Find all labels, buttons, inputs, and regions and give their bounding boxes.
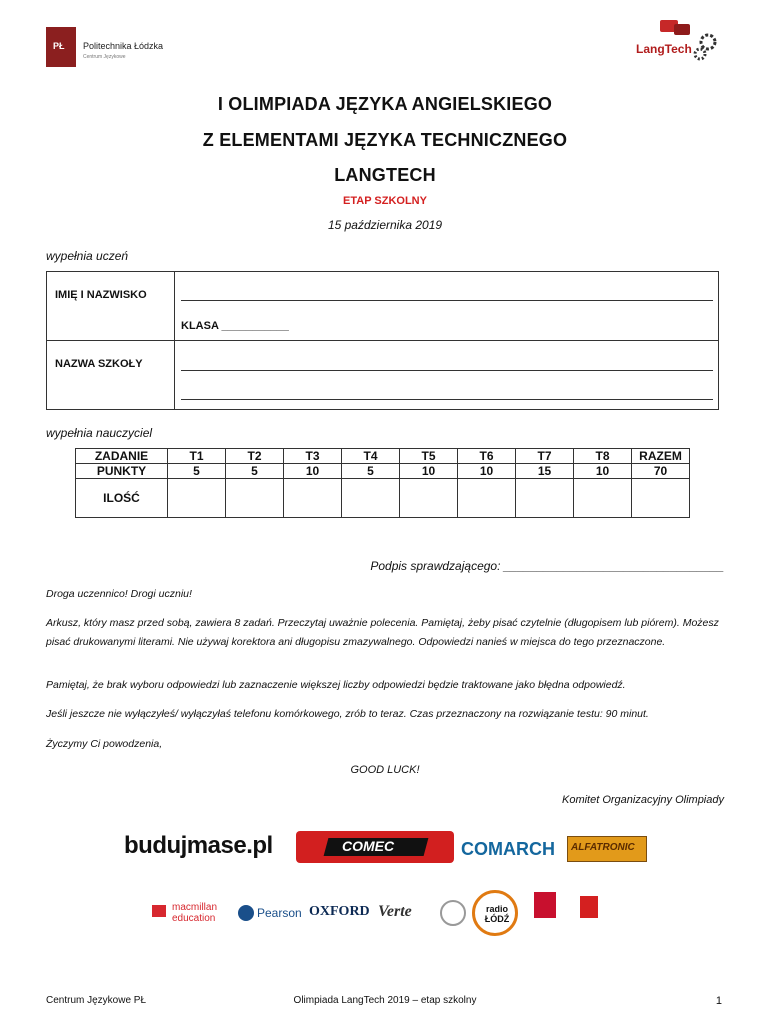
score-input-cell[interactable] (168, 479, 226, 518)
sponsor-logo-budujmase: budujmase.pl (124, 832, 273, 859)
committee-signature: Komitet Organizacyjny Olimpiady (561, 794, 724, 806)
score-input-cell[interactable] (632, 479, 690, 518)
sponsor-logo-verte: Verte (378, 903, 412, 920)
points-row (76, 464, 690, 479)
header-cell: RAZEM (632, 449, 690, 464)
points-cell: 10 (400, 464, 458, 479)
header-cell: T1 (168, 449, 226, 464)
good-luck: GOOD LUCK! (350, 764, 420, 776)
university-logo (46, 27, 166, 69)
count-row (76, 479, 690, 518)
class-field[interactable]: KLASA ___________ (181, 320, 289, 332)
points-cell: 5 (226, 464, 284, 479)
greeting: Droga uczennico! Drogi uczniu! (46, 588, 192, 600)
name-field[interactable] (181, 300, 713, 301)
university-subtitle: Centrum Językowe (83, 54, 126, 60)
title-line-1: I OLIMPIADA JĘZYKA ANGIELSKIEGO (217, 94, 553, 114)
university-emblem-icon (46, 27, 76, 67)
score-input-cell[interactable] (400, 479, 458, 518)
sponsor-logo-comec (296, 831, 454, 863)
pearson-icon (238, 905, 254, 921)
score-input-cell[interactable] (226, 479, 284, 518)
gears-icon (630, 18, 722, 64)
sponsor-logo-radio-lodz: radio ŁÓDŹ (484, 904, 510, 924)
footer-center: Olimpiada LangTech 2019 – etap szkolny (293, 995, 477, 1006)
city-emblem-icon (580, 896, 598, 918)
langtech-logo-text: LangTech (636, 42, 692, 56)
points-cell: 10 (458, 464, 516, 479)
count-label: ILOŚĆ (76, 479, 168, 518)
header-cell: T5 (400, 449, 458, 464)
title-line-2: Z ELEMENTAMI JĘZYKA TECHNICZNEGO (202, 130, 568, 150)
scores-table (75, 448, 690, 518)
scores-header-row (76, 449, 690, 464)
school-label: NAZWA SZKOŁY (55, 358, 143, 370)
school-field-line-1[interactable] (181, 370, 713, 371)
university-name: Politechnika Łódzka (83, 41, 164, 51)
page-number: 1 (715, 995, 722, 1007)
header-cell: T8 (574, 449, 632, 464)
points-cell: 10 (284, 464, 342, 479)
exam-date: 15 października 2019 (327, 218, 443, 232)
header-cell: T4 (342, 449, 400, 464)
points-cell: 70 (632, 464, 690, 479)
header-cell: ZADANIE (76, 449, 168, 464)
name-label: IMIĘ I NAZWISKO (55, 289, 147, 301)
score-input-cell[interactable] (516, 479, 574, 518)
header-cell: T7 (516, 449, 574, 464)
poland-emblem-icon (534, 892, 556, 918)
wishes: Życzymy Ci powodzenia, (46, 738, 163, 750)
instructions-paragraph: Jeśli jeszcze nie wyłączyłeś/ wyłączyłaś telefonu komórkowego, zrób to teraz. Czas przeznaczony na rozwiązanie testu: 90 minut. (46, 708, 649, 720)
points-cell: 5 (168, 464, 226, 479)
sponsor-logo-oxford: OXFORD (309, 904, 370, 919)
sponsor-logo-macmillan: macmillan education (172, 902, 218, 924)
sponsor-logo-pearson: Pearson (257, 906, 302, 920)
points-cell: 10 (574, 464, 632, 479)
langtech-logo (630, 18, 722, 64)
sponsor-logo-alfatronic (567, 836, 647, 862)
score-input-cell[interactable] (458, 479, 516, 518)
title-line-3: LANGTECH (334, 165, 436, 185)
instructions-paragraph: Pamiętaj, że brak wyboru odpowiedzi lub zaznaczenie większej liczby odpowiedzi będzie traktowane jako błędna odpowiedź. (46, 679, 626, 691)
sponsor-logo-comarch: COMARCH (461, 839, 555, 859)
instructions-paragraph: Arkusz, który masz przed sobą, zawiera 8 zadań. Przeczytaj uważnie polecenia. Pamiętaj, żeby pisać czytelnie (długopisem lub piórem). Możesz pisać drukowanymi literami. Nie używaj korektora ani długopisu zmazywalnego. Odpowiedzi nanieś w miejsca do tego przeznaczone. (46, 617, 719, 648)
grader-signature: Podpis sprawdzającego: _________________________________ (370, 559, 724, 573)
score-input-cell[interactable] (284, 479, 342, 518)
student-info-table (46, 271, 719, 410)
student-section-label: wypełnia uczeń (46, 249, 129, 263)
table-divider (47, 340, 718, 341)
sponsor-logo-alfatronic-text: ALFATRONIC (571, 842, 635, 853)
stage-label: ETAP SZKOLNY (343, 195, 427, 207)
emblem-text: PŁ (53, 41, 65, 51)
score-input-cell[interactable] (574, 479, 632, 518)
macmillan-icon (152, 905, 166, 917)
header-cell: T3 (284, 449, 342, 464)
header-cell: T2 (226, 449, 284, 464)
sponsor-logo-comec-text: COMEC (342, 838, 395, 854)
sponsor-seal-icon (440, 900, 466, 926)
teacher-section-label: wypełnia nauczyciel (46, 426, 153, 440)
points-cell: 5 (342, 464, 400, 479)
score-input-cell[interactable] (342, 479, 400, 518)
header-cell: T6 (458, 449, 516, 464)
school-field-line-2[interactable] (181, 399, 713, 400)
points-cell: 15 (516, 464, 574, 479)
points-cell: PUNKTY (76, 464, 168, 479)
footer-left: Centrum Językowe PŁ (46, 995, 147, 1006)
